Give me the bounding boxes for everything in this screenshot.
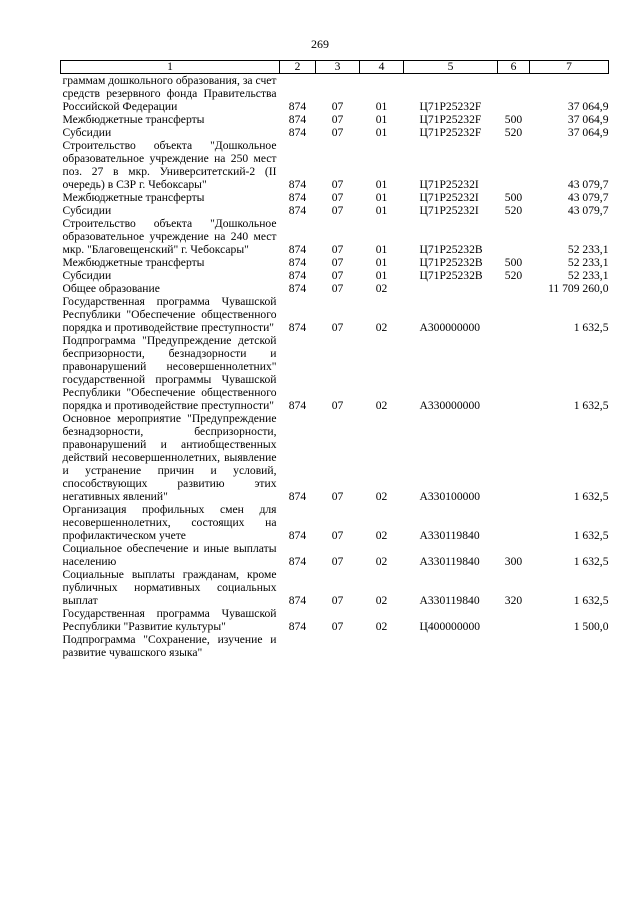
row-target-article: А330000000 [419, 399, 481, 412]
row-name: Межбюджетные трансферты [62, 256, 205, 269]
row-amount: 1 632,5 [573, 399, 609, 412]
row-target-article: А330119840 [419, 594, 480, 607]
row-expense-type: 500 [504, 191, 523, 204]
row-target-article: Ц400000000 [419, 620, 481, 633]
row-section: 07 [331, 594, 344, 607]
row-target-article: А300000000 [419, 321, 481, 334]
row-name: Субсидии [62, 204, 112, 217]
row-target-article: Ц71P25232F [419, 126, 482, 139]
row-subsection: 01 [375, 126, 388, 139]
row-target-article: Ц71P25232F [419, 113, 482, 126]
row-amount: 37 064,9 [567, 126, 609, 139]
row-amount: 52 233,1 [567, 269, 609, 282]
row-ministry-code: 874 [288, 399, 307, 412]
table-row [61, 503, 609, 542]
row-subsection [360, 633, 404, 659]
table-row [61, 568, 609, 607]
row-section: 07 [331, 126, 344, 139]
row-section: 07 [331, 113, 344, 126]
table-row [61, 74, 609, 114]
page-number: 269 [311, 37, 329, 51]
row-target-article: А330100000 [419, 490, 481, 503]
row-section: 07 [331, 490, 344, 503]
row-subsection: 01 [375, 204, 388, 217]
row-section: 07 [331, 529, 344, 542]
table-row [61, 295, 609, 334]
row-expense-type [498, 282, 530, 295]
row-subsection: 01 [375, 256, 388, 269]
row-ministry-code: 874 [288, 594, 307, 607]
header-col-7: 7 [530, 61, 609, 74]
table-row [61, 113, 609, 126]
table-row [61, 607, 609, 633]
row-target-article [404, 282, 498, 295]
row-target-article: Ц71P25232I [419, 178, 479, 191]
header-col-6: 6 [498, 61, 530, 74]
row-section [316, 633, 360, 659]
row-name: Субсидии [62, 269, 112, 282]
row-name: граммам дошкольного образования, за счет средств резервного фонда Правительства Российской Федерации [62, 74, 277, 113]
row-expense-type [498, 295, 530, 334]
row-ministry-code: 874 [288, 555, 307, 568]
table-row [61, 217, 609, 256]
row-target-article: Ц71P25232F [419, 100, 482, 113]
row-name: Подпрограмма "Сохранение, изучение и развитие чувашского языка" [62, 633, 277, 659]
row-ministry-code: 874 [288, 256, 307, 269]
row-target-article: А330119840 [419, 555, 480, 568]
row-section: 07 [331, 100, 344, 113]
row-target-article: Ц71P25232I [419, 204, 479, 217]
row-expense-type [498, 503, 530, 542]
table-row [61, 204, 609, 217]
row-expense-type [498, 74, 530, 114]
row-section: 07 [331, 282, 344, 295]
row-name: Общее образование [62, 282, 160, 295]
row-subsection: 02 [375, 594, 388, 607]
table-row [61, 412, 609, 503]
row-section: 07 [331, 555, 344, 568]
row-subsection: 01 [375, 178, 388, 191]
header-col-1: 1 [61, 61, 280, 74]
row-subsection: 02 [375, 529, 388, 542]
row-name: Организация профильных смен для несовершеннолетних, состоящих на профилактическом учете [62, 503, 277, 542]
row-section: 07 [331, 269, 344, 282]
table-row [61, 126, 609, 139]
row-amount: 1 632,5 [573, 321, 609, 334]
row-amount: 1 500,0 [573, 620, 609, 633]
budget-table [60, 60, 609, 659]
row-amount: 52 233,1 [567, 243, 609, 256]
row-section: 07 [331, 243, 344, 256]
row-amount [530, 633, 609, 659]
table-row [61, 139, 609, 191]
row-amount: 37 064,9 [567, 113, 609, 126]
row-name: Подпрограмма "Предупреждение детской беспризорности, безнадзорности и правонарушений несовершеннолетних" государственной программы Чувашской Республики "Обеспечение общественного порядка и противодействие преступности" [62, 334, 277, 412]
table-row [61, 334, 609, 412]
row-subsection: 01 [375, 100, 388, 113]
row-name: Межбюджетные трансферты [62, 113, 205, 126]
row-ministry-code: 874 [288, 243, 307, 256]
table-row [61, 256, 609, 269]
table-row [61, 191, 609, 204]
row-ministry-code: 874 [288, 100, 307, 113]
row-name: Строительство объекта "Дошкольное образовательное учреждение на 240 мест мкр. "Благовещенский" г. Чебоксары" [62, 217, 277, 256]
row-subsection: 01 [375, 191, 388, 204]
row-amount: 52 233,1 [567, 256, 609, 269]
row-ministry-code [280, 633, 316, 659]
row-expense-type: 520 [504, 269, 523, 282]
row-subsection: 01 [375, 269, 388, 282]
row-expense-type: 520 [504, 204, 523, 217]
row-target-article: Ц71P25232B [419, 256, 483, 269]
row-expense-type [498, 607, 530, 633]
row-expense-type: 300 [504, 555, 523, 568]
row-section: 07 [331, 321, 344, 334]
row-amount: 1 632,5 [573, 594, 609, 607]
row-ministry-code: 874 [288, 126, 307, 139]
row-name: Субсидии [62, 126, 112, 139]
row-section: 07 [331, 256, 344, 269]
row-subsection: 02 [375, 282, 388, 295]
row-name: Основное мероприятие "Предупреждение безнадзорности, беспризорности, правонарушений и антиобщественных действий несовершеннолетних, выявление и устранение причин и условий, способствующих развитию этих негативных явлений" [62, 412, 277, 503]
row-subsection: 01 [375, 113, 388, 126]
row-target-article: Ц71P25232B [419, 269, 483, 282]
row-amount: 11 709 260,0 [548, 282, 609, 295]
row-amount: 1 632,5 [573, 529, 609, 542]
row-ministry-code: 874 [288, 490, 307, 503]
row-section: 07 [331, 620, 344, 633]
row-name: Государственная программа Чувашской Республики "Развитие культуры" [62, 607, 277, 633]
row-section: 07 [331, 191, 344, 204]
table-row [61, 269, 609, 282]
row-expense-type [498, 412, 530, 503]
row-ministry-code: 874 [288, 321, 307, 334]
row-name: Государственная программа Чувашской Республики "Обеспечение общественного порядка и противодействие преступности" [62, 295, 277, 334]
row-name: Межбюджетные трансферты [62, 191, 205, 204]
table-row [61, 282, 609, 295]
row-expense-type [498, 139, 530, 191]
row-expense-type [498, 633, 530, 659]
row-amount: 43 079,7 [567, 204, 609, 217]
header-col-5: 5 [404, 61, 498, 74]
row-ministry-code: 874 [288, 113, 307, 126]
row-expense-type [498, 217, 530, 256]
row-section: 07 [331, 178, 344, 191]
row-amount: 1 632,5 [573, 555, 609, 568]
row-name: Социальные выплаты гражданам, кроме публичных нормативных социальных выплат [62, 568, 277, 607]
row-subsection: 02 [375, 555, 388, 568]
row-expense-type: 520 [504, 126, 523, 139]
row-subsection: 02 [375, 399, 388, 412]
table-row [61, 633, 609, 659]
row-subsection: 02 [375, 321, 388, 334]
row-expense-type [498, 334, 530, 412]
row-subsection: 02 [375, 490, 388, 503]
row-target-article: А330119840 [419, 529, 480, 542]
header-col-4: 4 [360, 61, 404, 74]
row-ministry-code: 874 [288, 191, 307, 204]
row-subsection: 02 [375, 620, 388, 633]
row-ministry-code: 874 [288, 282, 307, 295]
row-ministry-code: 874 [288, 204, 307, 217]
row-expense-type: 320 [504, 594, 523, 607]
header-col-2: 2 [280, 61, 316, 74]
row-amount: 1 632,5 [573, 490, 609, 503]
table-row [61, 542, 609, 568]
row-subsection: 01 [375, 243, 388, 256]
row-target-article: Ц71P25232I [419, 191, 479, 204]
row-ministry-code: 874 [288, 620, 307, 633]
row-ministry-code: 874 [288, 178, 307, 191]
row-section: 07 [331, 399, 344, 412]
row-section: 07 [331, 204, 344, 217]
row-ministry-code: 874 [288, 529, 307, 542]
row-amount: 43 079,7 [567, 191, 609, 204]
row-amount: 37 064,9 [567, 100, 609, 113]
row-target-article [404, 633, 498, 659]
row-expense-type: 500 [504, 113, 523, 126]
header-col-3: 3 [316, 61, 360, 74]
row-ministry-code: 874 [288, 269, 307, 282]
row-name: Социальное обеспечение и иные выплаты населению [62, 542, 277, 568]
row-amount: 43 079,7 [567, 178, 609, 191]
row-expense-type: 500 [504, 256, 523, 269]
header-row [61, 61, 609, 74]
row-name: Строительство объекта "Дошкольное образовательное учреждение на 250 мест поз. 27 в мкр. Университетский-2 (II очередь) в СЗР г. Чебоксары" [62, 139, 277, 191]
row-target-article: Ц71P25232B [419, 243, 483, 256]
